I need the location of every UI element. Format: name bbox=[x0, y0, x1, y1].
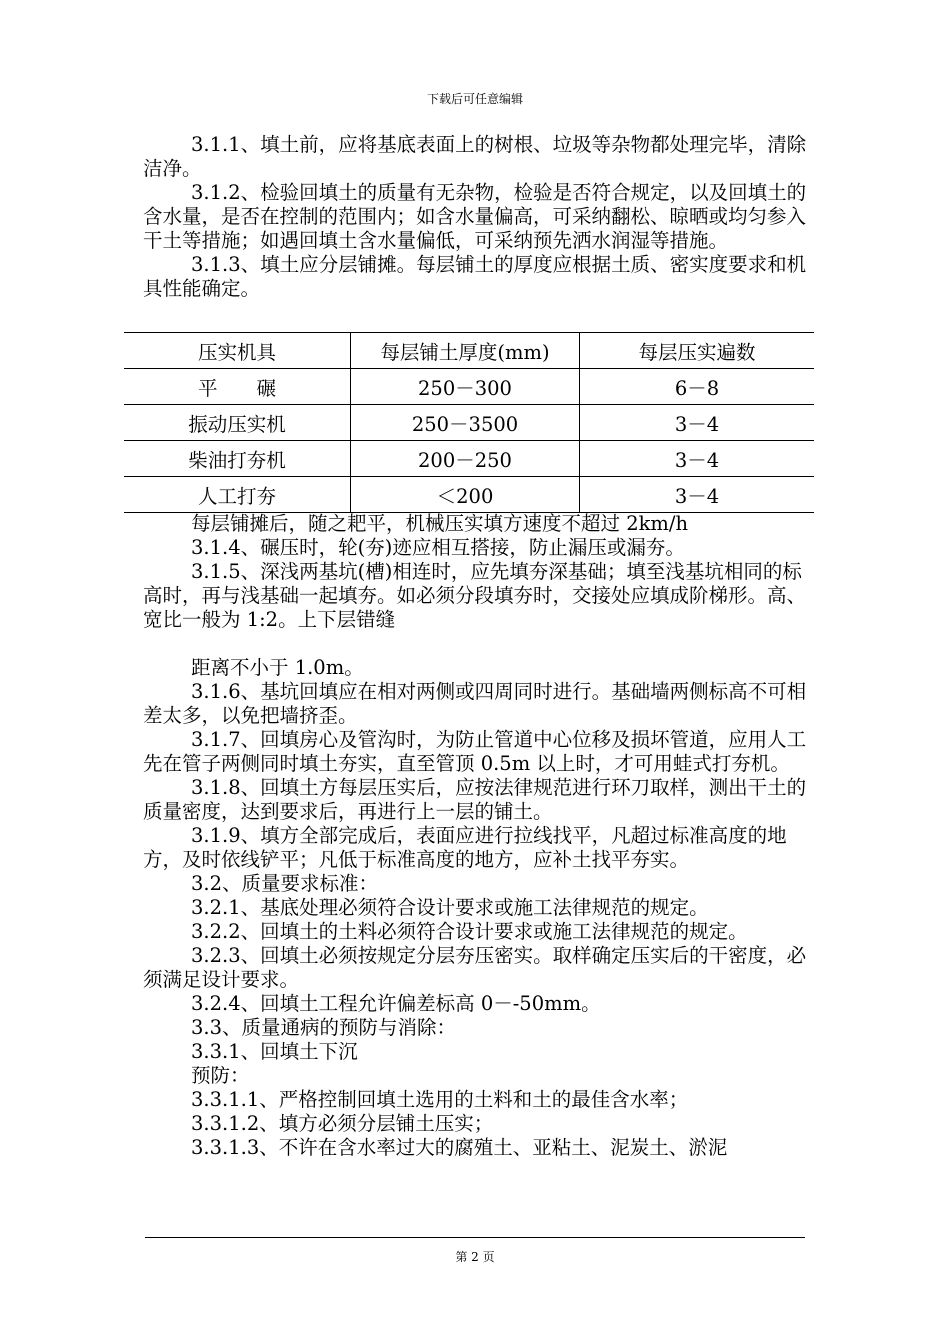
paragraph: 3.3.1、回填土下沉 bbox=[191, 1040, 358, 1063]
paragraph: 预防： bbox=[191, 1064, 250, 1087]
table-cell: 250－300 bbox=[351, 369, 580, 405]
table-header-cell: 每层压实遍数 bbox=[580, 333, 815, 369]
paragraph: 3.2、质量要求标准： bbox=[191, 872, 379, 895]
table-cell: 3－4 bbox=[580, 405, 815, 441]
table-cell: 6－8 bbox=[580, 369, 815, 405]
paragraph: 3.1.5、深浅两基坑(槽)相连时，应先填夯深基础；填至浅基坑相同的标高时，再与浅基础一起填夯。如必须分段填夯时，交接处应填成阶梯形。高、宽比一般为 1:2。上下层错缝 bbox=[143, 560, 807, 631]
table-row bbox=[124, 405, 814, 441]
footer-rule bbox=[145, 1237, 805, 1238]
table-cell: ＜200 bbox=[351, 477, 580, 513]
paragraph: 3.1.9、填方全部完成后，表面应进行拉线找平，凡超过标准高度的地方，及时依线铲平；凡低于标准高度的地方，应补土找平夯实。 bbox=[143, 824, 787, 871]
body-text-top bbox=[143, 133, 813, 301]
table-row bbox=[124, 477, 814, 513]
paragraph: 3.3.1.1、严格控制回填土选用的土料和土的最佳含水率； bbox=[191, 1088, 689, 1111]
paragraph: 3.3.1.3、不许在含水率过大的腐殖土、亚粘土、泥炭土、淤泥 bbox=[191, 1136, 728, 1159]
table-cell: 3－4 bbox=[580, 477, 815, 513]
paragraph: 每层铺摊后，随之耙平，机械压实填方速度不超过 2km/h bbox=[191, 512, 689, 535]
paragraph: 3.1.4、碾压时，轮(夯)迹应相互搭接，防止漏压或漏夯。 bbox=[191, 536, 685, 559]
paragraph: 3.1.1、填土前，应将基底表面上的树根、垃圾等杂物都处理完毕，清除洁净。 bbox=[143, 133, 807, 180]
paragraph: 3.1.2、检验回填土的质量有无杂物，检验是否符合规定，以及回填土的含水量，是否在控制的范围内；如含水量偏高，可采纳翻松、晾晒或均匀参入干土等措施；如遇回填土含水量偏低，可采纳预先洒水润湿等措施。 bbox=[143, 181, 807, 252]
table-cell: 200－250 bbox=[351, 441, 580, 477]
table-cell: 平 碾 bbox=[124, 369, 351, 405]
spacer bbox=[143, 632, 813, 656]
table-cell: 柴油打夯机 bbox=[124, 441, 351, 477]
paragraph: 3.2.2、回填土的土料必须符合设计要求或施工法律规范的规定。 bbox=[191, 920, 748, 943]
table-cell: 250－3500 bbox=[351, 405, 580, 441]
compaction-table bbox=[124, 332, 814, 513]
paragraph: 3.2.1、基底处理必须符合设计要求或施工法律规范的规定。 bbox=[191, 896, 709, 919]
paragraph: 3.1.6、基坑回填应在相对两侧或四周同时进行。基础墙两侧标高不可相差太多，以免把墙挤歪。 bbox=[143, 680, 807, 727]
table-cell: 3－4 bbox=[580, 441, 815, 477]
table-row bbox=[124, 369, 814, 405]
paragraph: 3.3.1.2、填方必须分层铺土压实； bbox=[191, 1112, 494, 1135]
body-text-bottom bbox=[143, 512, 813, 1160]
page-header: 下载后可任意编辑 bbox=[426, 92, 523, 106]
page-number: 第 2 页 bbox=[455, 1250, 495, 1264]
paragraph: 3.2.3、回填土必须按规定分层夯压密实。取样确定压实后的干密度，必须满足设计要求。 bbox=[143, 944, 807, 991]
table-header-row bbox=[124, 333, 814, 369]
table-header-cell: 压实机具 bbox=[124, 333, 351, 369]
paragraph: 3.1.7、回填房心及管沟时，为防止管道中心位移及损坏管道，应用人工先在管子两侧同时填土夯实，直至管顶 0.5m 以上时，才可用蛙式打夯机。 bbox=[143, 728, 807, 775]
table-cell: 振动压实机 bbox=[124, 405, 351, 441]
table-row bbox=[124, 441, 814, 477]
paragraph: 3.1.8、回填土方每层压实后，应按法律规范进行环刀取样，测出干土的质量密度，达到要求后，再进行上一层的铺土。 bbox=[143, 776, 807, 823]
table-cell: 人工打夯 bbox=[124, 477, 351, 513]
paragraph: 3.2.4、回填土工程允许偏差标高 0－-50mm。 bbox=[191, 992, 601, 1015]
table-header-cell: 每层铺土厚度(mm) bbox=[351, 333, 580, 369]
paragraph: 3.3、质量通病的预防与消除： bbox=[191, 1016, 457, 1039]
paragraph: 距离不小于 1.0m。 bbox=[191, 656, 364, 679]
paragraph: 3.1.3、填土应分层铺摊。每层铺土的厚度应根据土质、密实度要求和机具性能确定。 bbox=[143, 253, 807, 300]
